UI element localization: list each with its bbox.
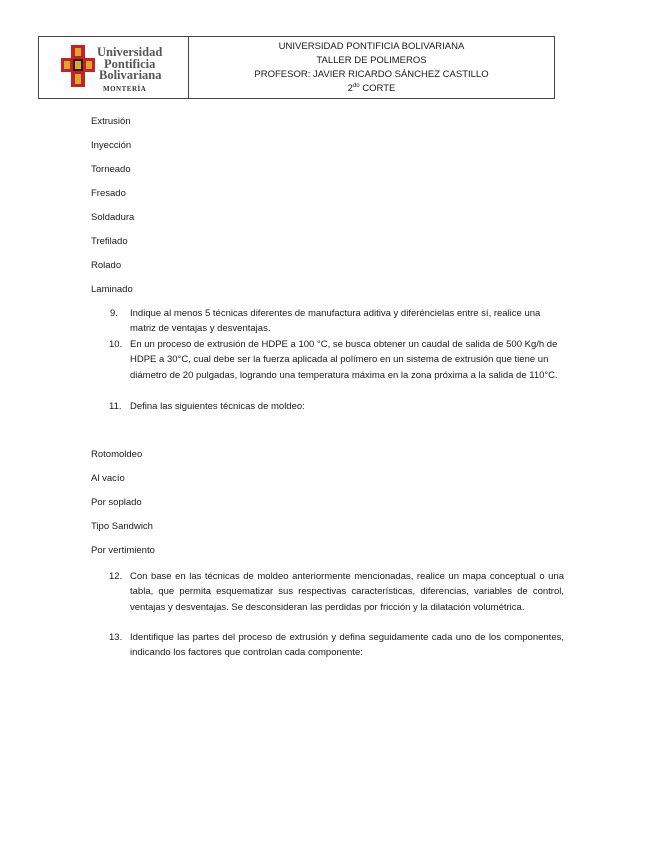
question-text: Identifique las partes del proceso de extrusión y defina seguidamente cada uno de los componentes, indicando los factores que controlan cada componente:: [130, 632, 564, 659]
question-12: [109, 569, 564, 615]
title-cell: [189, 37, 554, 98]
question-number: 9.: [110, 308, 118, 319]
list-item: Al vacío: [91, 473, 125, 484]
university-title: UNIVERSIDAD PONTIFICIA BOLIVARIANA: [278, 41, 465, 52]
corte-superscript: do: [352, 83, 360, 89]
question-number: 11.: [109, 401, 122, 412]
question-text: Con base en las técnicas de moldeo anteriormente mencionadas, realice un mapa conceptual o una tabla, que permita esquematizar sus respectivas características, diferencias, variables de control, ventajas y desventajas. Se desconsideran las perdidas por fricción y la dilatación volumétrica.: [130, 571, 564, 613]
list-item: Inyección: [91, 140, 132, 151]
logo-cell: [39, 37, 189, 98]
course-title: TALLER DE POLIMEROS: [316, 55, 427, 66]
question-text: Indique al menos 5 técnicas diferentes de manufactura aditiva y diferéncielas entre sí, realice una matriz de ventajas y desventajas.: [130, 308, 541, 335]
list-item: Torneado: [91, 164, 131, 175]
logo-line-3: Bolivariana: [99, 68, 162, 82]
list-item: Tipo Sandwich: [91, 521, 153, 532]
list-item: Por vertimiento: [91, 545, 155, 556]
question-11: [109, 399, 560, 414]
question-text: Defina las siguientes técnicas de moldeo:: [130, 401, 305, 412]
corte-label: CORTE: [359, 83, 396, 94]
logo-campus: MONTERÍA: [103, 85, 147, 93]
professor-line: PROFESOR: JAVIER RICARDO SÁNCHEZ CASTILLO: [254, 69, 489, 80]
list-item: Fresado: [91, 188, 126, 199]
list-item: Rolado: [91, 260, 122, 271]
list-item: Extrusión: [91, 116, 131, 127]
question-number: 12.: [109, 571, 123, 582]
question-number: 13.: [109, 632, 123, 643]
question-text: En un proceso de extrusión de HDPE a 100 °C, se busca obtener un caudal de salida de 500 Kg/h de HDPE a 30°C, cual debe ser la fuerza aplicada al polímero en un sistema de extrusión que tiene un diámetro de 20 pulgadas, logrando una temperatura máxima en la zona próxima a la salida de 110°C.: [130, 339, 558, 381]
university-seal-icon: [61, 45, 95, 87]
logo-line-2: Pontificia: [104, 56, 156, 71]
list-item: Laminado: [91, 284, 133, 295]
corte-number: 2: [347, 83, 353, 94]
list-item: Por soplado: [91, 497, 142, 508]
list-item: Trefilado: [91, 236, 128, 247]
question-13: [109, 630, 564, 661]
list-item: Rotomoldeo: [91, 449, 143, 460]
list-item: Soldadura: [91, 212, 135, 223]
corte-line: [348, 82, 396, 96]
header-table: [38, 36, 555, 99]
question-10: [109, 337, 565, 383]
logo-wordmark: [97, 47, 162, 82]
question-9: [110, 306, 545, 337]
question-number: 10.: [109, 339, 123, 350]
logo-line-1: Universidad: [97, 45, 163, 59]
